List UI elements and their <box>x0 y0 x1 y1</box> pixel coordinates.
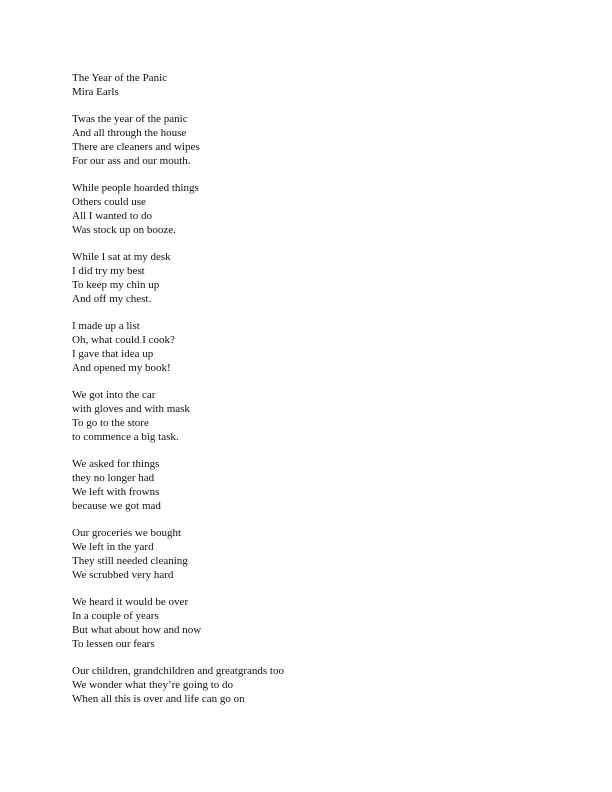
poem-line: They still needed cleaning <box>72 554 188 567</box>
poem-line: Our children, grandchildren and greatgrands too <box>72 665 284 678</box>
stanza-7 <box>72 527 572 582</box>
poem-line: In a couple of years <box>72 610 159 623</box>
poem-line: While people hoarded things <box>72 182 199 195</box>
poem-line: Oh, what could I cook? <box>72 334 175 347</box>
stanza-9 <box>72 665 572 706</box>
poem-line: I gave that idea up <box>72 347 154 360</box>
stanza-5 <box>72 389 572 444</box>
poem-line: When all this is over and life can go on <box>72 692 245 705</box>
poem-line: We asked for things <box>72 458 160 471</box>
poem-line: We left in the yard <box>72 541 154 554</box>
poem-line: We got into the car <box>72 389 156 402</box>
poem-line: For our ass and our mouth. <box>72 154 191 167</box>
poem-line: But what about how and now <box>72 623 202 636</box>
stanza-6 <box>72 458 572 513</box>
stanza-8 <box>72 596 572 651</box>
poem-line: Our groceries we bought <box>72 527 182 540</box>
poem-line: All I wanted to do <box>72 209 153 222</box>
poem <box>72 72 572 707</box>
poem-line: because we got mad <box>72 499 161 512</box>
poem-line: We scrubbed very hard <box>72 568 174 581</box>
poem-line: While I sat at my desk <box>72 251 171 264</box>
stanza-3 <box>72 251 572 306</box>
poem-line: To lessen our fears <box>72 637 155 650</box>
poem-header <box>72 72 572 100</box>
poem-line: There are cleaners and wipes <box>72 140 200 153</box>
poem-author: Mira Earls <box>72 85 119 98</box>
poem-line: And opened my book! <box>72 361 171 374</box>
poem-line: I made up a list <box>72 320 140 333</box>
stanza-2 <box>72 182 572 237</box>
poem-line: Was stock up on booze. <box>72 223 176 236</box>
poem-line: to commence a big task. <box>72 430 179 443</box>
poem-line: Others could use <box>72 196 146 209</box>
poem-title: The Year of the Panic <box>72 72 168 84</box>
stanza-1 <box>72 113 572 168</box>
stanza-4 <box>72 320 572 375</box>
poem-line: To go to the store <box>72 416 149 429</box>
poem-line: To keep my chin up <box>72 278 160 291</box>
poem-line: I did try my best <box>72 265 145 278</box>
poem-line: And all through the house <box>72 127 187 140</box>
poem-line: they no longer had <box>72 472 155 485</box>
poem-line: We left with frowns <box>72 485 160 498</box>
poem-line: We heard it would be over <box>72 596 189 609</box>
poem-line: We wonder what they’re going to do <box>72 679 234 692</box>
poem-line: Twas the year of the panic <box>72 113 188 126</box>
poem-line: with gloves and with mask <box>72 403 190 416</box>
poem-line: And off my chest. <box>72 292 152 305</box>
